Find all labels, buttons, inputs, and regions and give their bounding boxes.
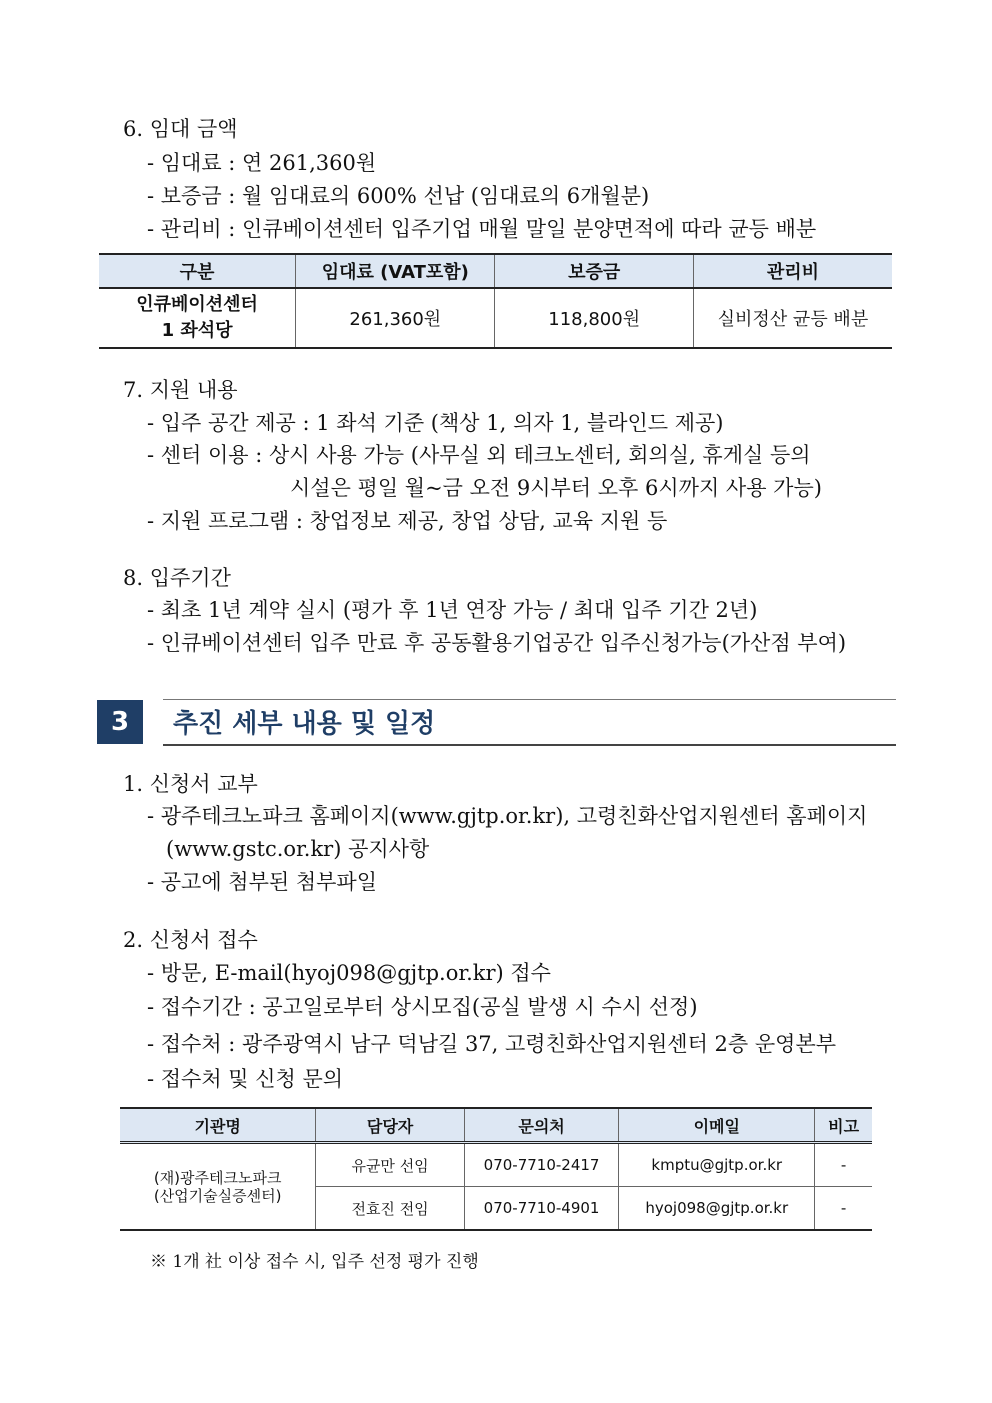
- cell-phone: 070-7710-2417: [464, 1143, 619, 1187]
- header-phone: 문의처: [464, 1108, 619, 1143]
- part-1-item-homepage-cont: (www.gstc.or.kr) 공지사항: [166, 837, 430, 861]
- footnote: ※ 1개 社 이상 접수 시, 입주 선정 평가 진행: [150, 1252, 479, 1272]
- rent-table-row: [99, 288, 892, 348]
- part-1-item-homepage: - 광주테크노파크 홈페이지(www.gjtp.or.kr), 고령친화산업지원센터 홈페이지: [147, 804, 868, 828]
- cell-management: 실비정산 균등 배분: [693, 288, 892, 348]
- header-person: 담당자: [316, 1108, 464, 1143]
- section-header-top-rule: [163, 699, 896, 700]
- part-2-item-place: - 접수처 : 광주광역시 남구 덕남길 37, 고령친화산업지원센터 2층 운영본부: [147, 1032, 837, 1056]
- section-6-item-rent: - 임대료 : 연 261,360원: [147, 151, 377, 175]
- header-org: 기관명: [120, 1108, 316, 1143]
- header-management: 관리비: [693, 254, 892, 288]
- cell-deposit: 118,800원: [495, 288, 693, 348]
- section-6-item-deposit: - 보증금 : 월 임대료의 600% 선납 (임대료의 6개월분): [147, 184, 650, 208]
- cell-category: [99, 288, 296, 348]
- category-line2: 1 좌석당: [161, 320, 233, 341]
- cell-note: -: [815, 1143, 872, 1187]
- part-2-item-inquiry: - 접수처 및 신청 문의: [147, 1067, 344, 1091]
- cell-person: 유균만 선임: [316, 1143, 464, 1187]
- header-deposit: 보증금: [495, 254, 693, 288]
- section-8-item-after: - 인큐베이션센터 입주 만료 후 공동활용기업공간 입주신청가능(가산점 부여): [147, 631, 847, 655]
- section-3-title: 추진 세부 내용 및 일정: [173, 709, 436, 739]
- header-category: 구분: [99, 254, 296, 288]
- org-line1: (재)광주테크노파크: [153, 1168, 282, 1187]
- cell-person: 전효진 전임: [316, 1187, 464, 1231]
- section-7-item-space: - 입주 공간 제공 : 1 좌석 기준 (책상 1, 의자 1, 블라인드 제공): [147, 411, 724, 435]
- contact-row: [120, 1143, 872, 1187]
- cell-email[interactable]: [619, 1187, 815, 1231]
- contact-table-header: [120, 1108, 872, 1143]
- header-note: 비고: [815, 1108, 872, 1143]
- section-header-bottom-rule: [163, 744, 896, 746]
- rent-table-header: [99, 254, 892, 288]
- section-8-item-contract: - 최초 1년 계약 실시 (평가 후 1년 연장 가능 / 최대 입주 기간 2년): [147, 598, 758, 622]
- part-2-item-method: - 방문, E-mail(hyoj098@gjtp.or.kr) 접수: [147, 961, 551, 985]
- section-number-badge: 3: [97, 700, 143, 744]
- header-rent: 임대료 (VAT포함): [296, 254, 495, 288]
- section-6-item-management: - 관리비 : 인큐베이션센터 입주기업 매월 말일 분양면적에 따라 균등 배분: [147, 217, 817, 241]
- email-link[interactable]: hyoj098@gjtp.or.kr: [645, 1199, 789, 1217]
- cell-org: [120, 1143, 316, 1231]
- section-8-title: 8. 입주기간: [123, 566, 231, 590]
- cell-email[interactable]: [619, 1143, 815, 1187]
- section-7-title: 7. 지원 내용: [123, 378, 238, 402]
- contact-table: [120, 1107, 872, 1231]
- cell-phone: 070-7710-4901: [464, 1187, 619, 1231]
- cell-note: -: [815, 1187, 872, 1231]
- section-7-item-center: - 센터 이용 : 상시 사용 가능 (사무실 외 테크노센터, 회의실, 휴게실 등의: [147, 443, 811, 467]
- part-2-item-period: - 접수기간 : 공고일로부터 상시모집(공실 발생 시 수시 선정): [147, 995, 698, 1019]
- section-7-item-center-cont: 시설은 평일 월~금 오전 9시부터 오후 6시까지 사용 가능): [290, 476, 822, 500]
- section-7-item-program: - 지원 프로그램 : 창업정보 제공, 창업 상담, 교육 지원 등: [147, 509, 668, 533]
- part-1-title: 1. 신청서 교부: [123, 772, 258, 796]
- rent-table: [99, 253, 892, 349]
- cell-rent: 261,360원: [296, 288, 495, 348]
- part-1-item-attachment: - 공고에 첨부된 첨부파일: [147, 870, 377, 894]
- org-line2: (산업기술실증센터): [153, 1186, 282, 1205]
- email-link[interactable]: kmptu@gjtp.or.kr: [651, 1156, 783, 1174]
- part-2-title: 2. 신청서 접수: [123, 928, 258, 952]
- section-6-title: 6. 임대 금액: [123, 117, 238, 141]
- header-email: 이메일: [619, 1108, 815, 1143]
- category-line1: 인큐베이션센터: [136, 294, 258, 315]
